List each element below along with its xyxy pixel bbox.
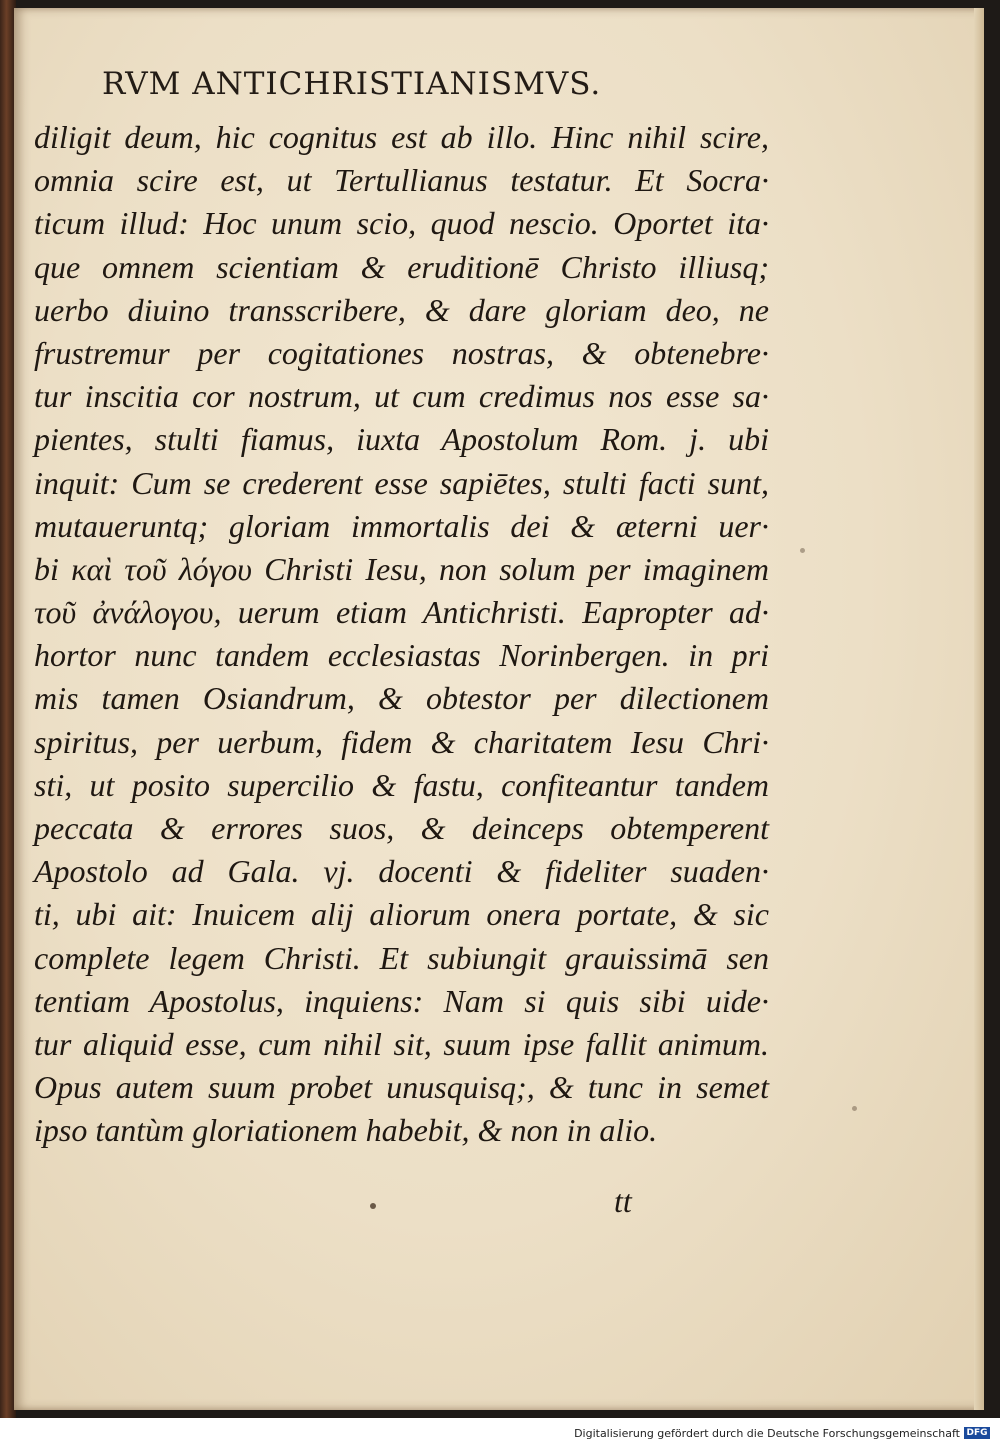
text-line: peccata & errores suos, & deinceps obtemperent xyxy=(34,810,769,846)
text-line: ipso tantùm gloriationem habebit, & non in alio. xyxy=(34,1112,658,1149)
text-line: pientes, stulti fiamus, iuxta Apostolum Rom. j. ubi xyxy=(34,421,769,458)
text-line: Apostolo ad Gala. vj. docenti & fideliter suaden· xyxy=(34,853,769,890)
text-line: mutaueruntq; gloriam immortalis dei & æterni uer· xyxy=(34,507,769,544)
text-line: hortor nunc tandem ecclesiastas Norinbergen. in pri xyxy=(34,637,769,674)
text-line: spiritus, per uerbum, fidem & charitatem Iesu Chri· xyxy=(34,723,769,760)
book-page xyxy=(14,8,984,1410)
running-head: RVM ANTICHRISTIANISMVS. xyxy=(102,66,602,102)
text-line: uerbo diuino transscribere, & dare gloriam deo, ne xyxy=(34,291,769,328)
text-line: sti, ut posito supercilio & fastu, confiteantur tandem xyxy=(34,766,769,803)
footer-bar xyxy=(0,1418,1000,1448)
text-line: diligit deum, hic cognitus est ab illo. Hinc nihil scire, xyxy=(34,119,769,155)
text-line: Opus autem suum probet unusquisq;, & tunc in semet xyxy=(34,1069,769,1106)
text-line: complete legem Christi. Et subiungit grauissimā sen xyxy=(34,939,769,976)
text-line: tur aliquid esse, cum nihil sit, suum ipse fallit animum. xyxy=(34,1025,769,1062)
ink-speck xyxy=(852,1106,857,1111)
ink-speck xyxy=(370,1203,376,1209)
body-text xyxy=(34,116,769,1153)
text-line: tur inscitia cor nostrum, ut cum credimus nos esse sa· xyxy=(34,378,769,415)
text-line: mis tamen Osiandrum, & obtestor per dilectionem xyxy=(34,680,769,717)
page-edge-shadow xyxy=(974,8,984,1410)
text-line: ticum illud: Hoc unum scio, quod nescio. Oportet ita· xyxy=(34,205,769,242)
text-line: frustremur per cogitationes nostras, & obtenebre· xyxy=(34,334,769,371)
text-line: inquit: Cum se crederent esse sapiētes, stulti facti sunt, xyxy=(34,464,769,501)
ink-speck xyxy=(800,548,805,553)
text-line: tentiam Apostolus, inquiens: Nam si quis sibi uide· xyxy=(34,982,769,1019)
text-line: omnia scire est, ut Tertullianus testatur. Et Socra· xyxy=(34,162,769,199)
dfg-logo: DFG xyxy=(964,1427,990,1439)
text-line: ti, ubi ait: Inuicem alij aliorum onera portate, & sic xyxy=(34,896,769,933)
funding-note: Digitalisierung gefördert durch die Deutsche Forschungsgemeinschaft xyxy=(574,1427,960,1440)
text-line: bi καὶ τοῦ λόγου Christi Iesu, non solum per imaginem xyxy=(34,550,769,587)
text-line: que omnem scientiam & eruditionē Christo illiusq; xyxy=(34,248,769,285)
catchword: tt xyxy=(614,1183,632,1219)
text-line: τοῦ ἀνάλογου, uerum etiam Antichristi. Eapropter ad· xyxy=(34,594,769,631)
